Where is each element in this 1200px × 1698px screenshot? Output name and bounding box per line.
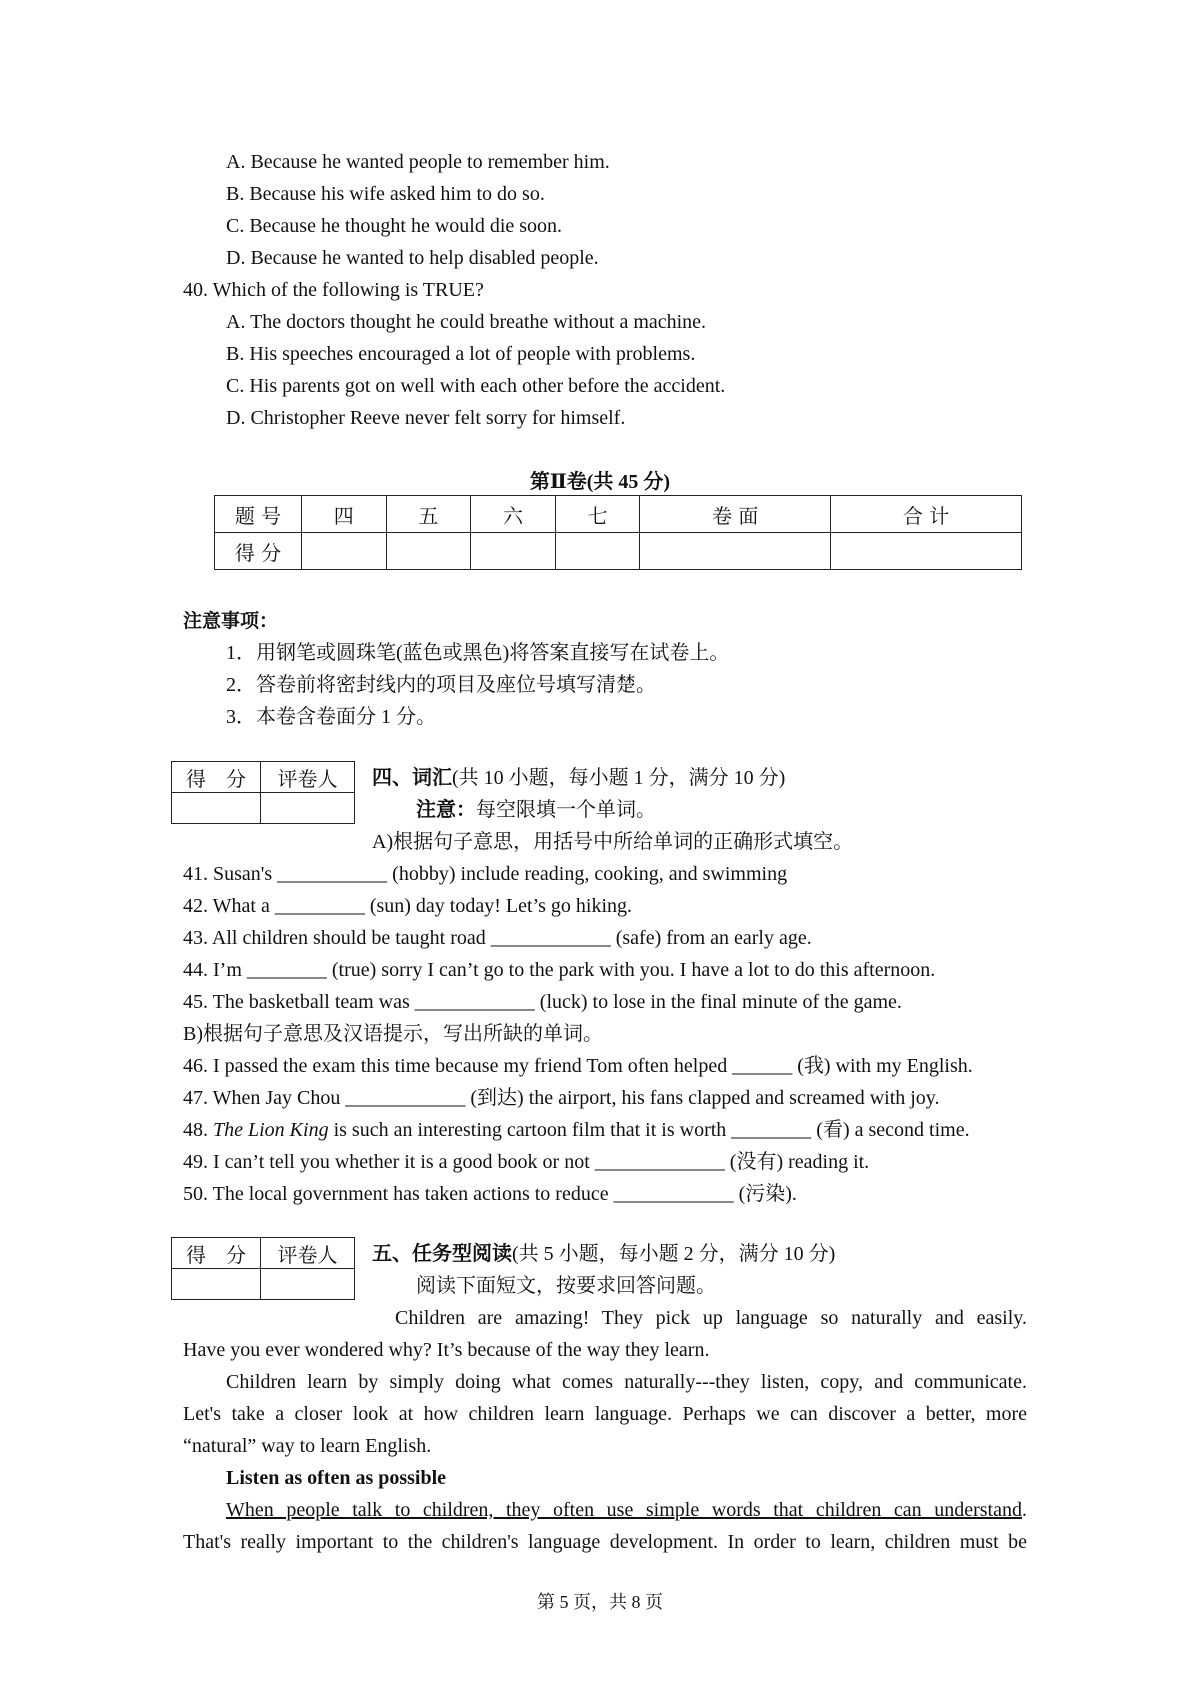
question-42: 42. What a _________ (sun) day today! Let’s go hiking. (183, 895, 633, 917)
grader-label: 评卷人 (261, 762, 355, 793)
q40-option-a: A. The doctors thought he could breathe without a machine. (226, 311, 707, 333)
question-46: 46. I passed the exam this time because my friend Tom often helped ______ (我) with my English. (183, 1055, 973, 1077)
q39-option-b: B. Because his wife asked him to do so. (226, 183, 545, 205)
section5-title (372, 1241, 835, 1267)
section5-instruction: 阅读下面短文，按要求回答问题。 (416, 1275, 716, 1297)
question-49: 49. I can’t tell you whether it is a good book or not _____________ (没有) reading it. (183, 1151, 870, 1173)
question-48-title: The Lion King (213, 1119, 329, 1141)
notes-title: 注意事项： (183, 610, 279, 632)
passage-p3-line2: That's really important to the children's language development. In order to learn, children must be (183, 1531, 1027, 1553)
question-44: 44. I’m ________ (true) sorry I can’t go to the park with you. I have a lot to do this afternoon. (183, 959, 936, 981)
grader-score-cell[interactable] (172, 793, 261, 824)
passage-p2-line3: “natural” way to learn English. (183, 1435, 432, 1457)
part2-title: 第Ⅱ卷(共 45 分) (529, 471, 671, 493)
grader-score-cell[interactable] (172, 1269, 261, 1300)
section4-title (372, 765, 785, 791)
passage-period: . (1022, 1499, 1027, 1521)
notes-item: 2．答卷前将密封线内的项目及座位号填写清楚。 (226, 674, 656, 696)
q40-option-d: D. Christopher Reeve never felt sorry for himself. (226, 407, 626, 429)
notes-item: 1．用钢笔或圆珠笔(蓝色或黑色)将答案直接写在试卷上。 (226, 642, 730, 664)
score-header-cell: 五 (386, 496, 471, 533)
score-cell[interactable] (302, 533, 387, 570)
question-48-number: 48. (183, 1119, 213, 1141)
question-45: 45. The basketball team was ____________ (luck) to lose in the final minute of the game. (183, 991, 902, 1013)
notes-item: 3．本卷含卷面分 1 分。 (226, 706, 436, 728)
grader-name-cell[interactable] (261, 1269, 355, 1300)
score-header-cell: 七 (555, 496, 640, 533)
q40-stem: 40. Which of the following is TRUE? (183, 279, 484, 301)
grader-score-label: 得 分 (172, 1238, 261, 1269)
passage-p1-line1: Children are amazing! They pick up language so naturally and easily. (395, 1307, 1027, 1329)
grader-name-cell[interactable] (261, 793, 355, 824)
section4-title-rest: (共 10 小题，每小题 1 分，满分 10 分) (452, 767, 786, 789)
score-row-label: 得 分 (215, 533, 302, 570)
passage-p2-line1: Children learn by simply doing what comes naturally---they listen, copy, and communicate. (226, 1371, 1027, 1393)
score-cell[interactable] (471, 533, 556, 570)
score-header-cell: 题 号 (215, 496, 302, 533)
question-41: 41. Susan's ___________ (hobby) include reading, cooking, and swimming (183, 863, 788, 885)
score-cell[interactable] (831, 533, 1022, 570)
passage-underlined-sentence: When people talk to children, they often use simple words that children can understand (226, 1499, 1022, 1521)
question-43: 43. All children should be taught road ____________ (safe) from an early age. (183, 927, 812, 949)
q40-option-b: B. His speeches encouraged a lot of people with problems. (226, 343, 696, 365)
section4-part-a: A)根据句子意思，用括号中所给单词的正确形式填空。 (372, 831, 854, 853)
score-header-cell: 六 (471, 496, 556, 533)
section4-note-bold: 注意： (416, 799, 476, 821)
passage-heading: Listen as often as possible (226, 1467, 447, 1489)
score-cell[interactable] (640, 533, 831, 570)
q39-option-a: A. Because he wanted people to remember him. (226, 151, 610, 173)
score-cell[interactable] (555, 533, 640, 570)
passage-p1-line2: Have you ever wondered why? It’s because of the way they learn. (183, 1339, 710, 1361)
grader-label: 评卷人 (261, 1238, 355, 1269)
section4-note-rest: 每空限填一个单词。 (476, 799, 656, 821)
question-50: 50. The local government has taken actions to reduce ____________ (污染). (183, 1183, 797, 1205)
score-table (214, 495, 1022, 570)
section5-title-rest: (共 5 小题，每小题 2 分，满分 10 分) (512, 1243, 836, 1265)
section5-title-bold: 五、任务型阅读 (372, 1243, 512, 1265)
q39-option-d: D. Because he wanted to help disabled people. (226, 247, 599, 269)
section4-title-bold: 四、词汇 (372, 767, 452, 789)
grader-score-label: 得 分 (172, 762, 261, 793)
score-header-cell: 合 计 (831, 496, 1022, 533)
section5-grader-box (171, 1237, 355, 1300)
section4-grader-box (171, 761, 355, 824)
page-footer: 第 5 页，共 8 页 (537, 1592, 663, 1612)
question-47: 47. When Jay Chou ____________ (到达) the airport, his fans clapped and screamed with joy. (183, 1087, 940, 1109)
question-48 (183, 1117, 970, 1143)
score-header-cell: 四 (302, 496, 387, 533)
q40-option-c: C. His parents got on well with each other before the accident. (226, 375, 726, 397)
section4-note (416, 797, 656, 823)
score-header-cell: 卷 面 (640, 496, 831, 533)
question-48-text: is such an interesting cartoon film that it is worth ________ (看) a second time. (328, 1119, 970, 1141)
score-table-score-row (215, 533, 1022, 570)
score-table-header-row (215, 496, 1022, 533)
passage-p2-line2: Let's take a closer look at how children learn language. Perhaps we can discover a better, more (183, 1403, 1027, 1425)
passage-p3-line1 (226, 1497, 1027, 1523)
score-cell[interactable] (386, 533, 471, 570)
q39-option-c: C. Because he thought he would die soon. (226, 215, 563, 237)
section4-part-b: B)根据句子意思及汉语提示，写出所缺的单词。 (183, 1023, 603, 1045)
